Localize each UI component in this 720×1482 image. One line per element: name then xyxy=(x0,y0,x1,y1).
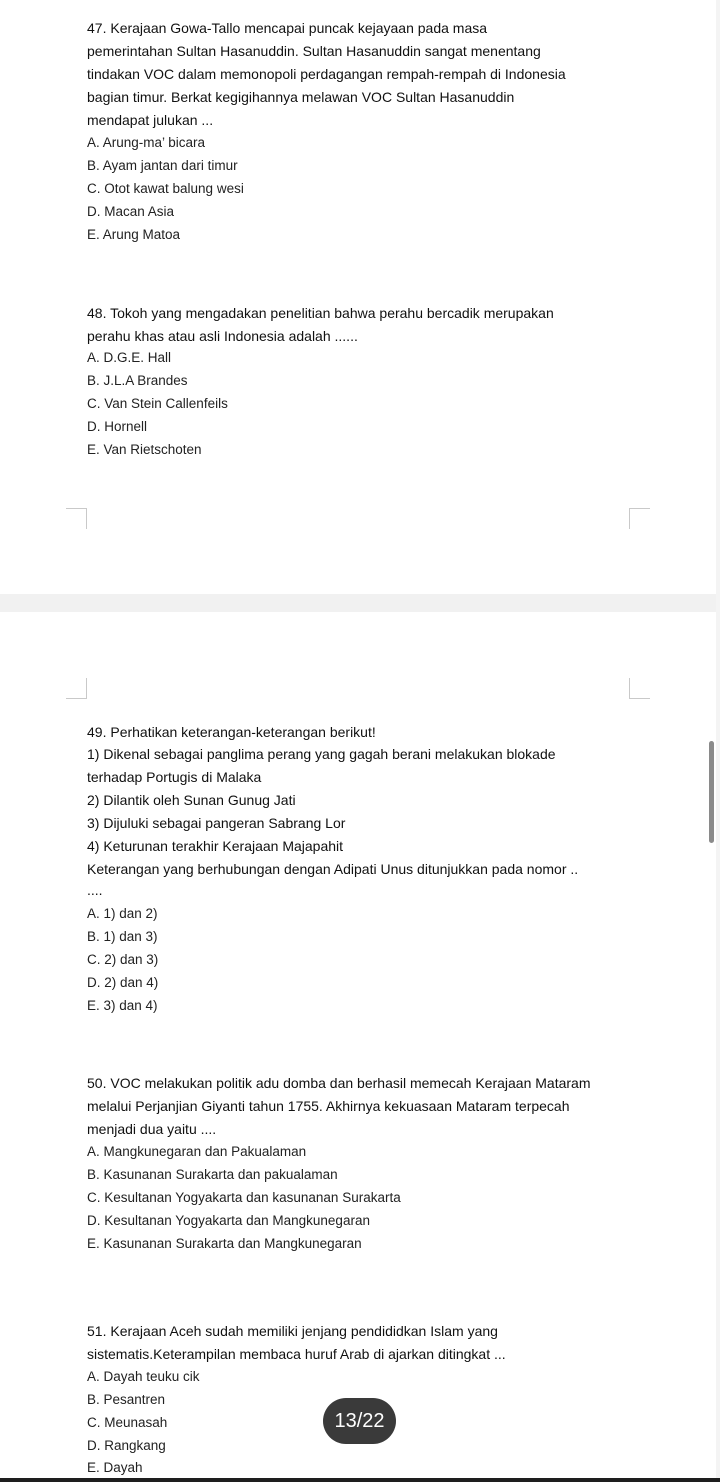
question-stem-line: 48. Tokoh yang mengadakan penelitian bahwa perahu bercadik merupakan xyxy=(87,305,554,321)
answer-option: E. Van Rietschoten xyxy=(87,442,202,457)
question-stem-line: 1) Dikenal sebagai panglima perang yang gagah berani melakukan blokade xyxy=(87,746,556,762)
question-stem-line: bagian timur. Berkat kegigihannya melawan VOC Sultan Hasanuddin xyxy=(87,89,515,105)
scrollbar-thumb[interactable] xyxy=(709,741,714,843)
question-stem-line: 49. Perhatikan keterangan-keterangan berikut! xyxy=(87,724,376,740)
answer-option: C. Meunasah xyxy=(87,1415,168,1430)
page-indicator: 13/22 xyxy=(323,1398,396,1444)
answer-option: A. 1) dan 2) xyxy=(87,906,158,921)
answer-option: C. Kesultanan Yogyakarta dan kasunanan Surakarta xyxy=(87,1190,401,1205)
question-stem-line: 47. Kerajaan Gowa-Tallo mencapai puncak kejayaan pada masa xyxy=(87,20,488,36)
question-stem-line: perahu khas atau asli Indonesia adalah ...... xyxy=(87,328,358,344)
answer-option: B. 1) dan 3) xyxy=(87,929,158,944)
answer-option: C. Otot kawat balung wesi xyxy=(87,181,244,196)
crop-mark xyxy=(66,678,87,699)
question-stem-line: pemerintahan Sultan Hasanuddin. Sultan Hasanuddin sangat menentang xyxy=(87,43,541,59)
question-stem-line: Keterangan yang berhubungan dengan Adipati Unus ditunjukkan pada nomor .. xyxy=(87,861,579,877)
answer-option: A. Dayah teuku cik xyxy=(87,1369,200,1384)
answer-option: E. Dayah xyxy=(87,1460,143,1475)
question-stem-line: 3) Dijuluki sebagai pangeran Sabrang Lor xyxy=(87,815,346,831)
question-stem-line: tindakan VOC dalam memonopoli perdagangan rempah-rempah di Indonesia xyxy=(87,66,566,82)
answer-option: D. Hornell xyxy=(87,419,148,434)
answer-option: D. Macan Asia xyxy=(87,204,175,219)
answer-option: D. Rangkang xyxy=(87,1438,166,1453)
question-stem-line: .... xyxy=(87,882,103,898)
answer-option: B. J.L.A Brandes xyxy=(87,373,188,388)
answer-option: E. 3) dan 4) xyxy=(87,998,158,1013)
question-stem-line: 51. Kerajaan Aceh sudah memiliki jenjang pendididkan Islam yang xyxy=(87,1323,498,1339)
page-gap xyxy=(0,594,716,612)
bottom-edge xyxy=(0,1478,720,1482)
answer-option: A. Mangkunegaran dan Pakualaman xyxy=(87,1144,307,1159)
crop-mark xyxy=(629,678,650,699)
answer-option: D. Kesultanan Yogyakarta dan Mangkunegaran xyxy=(87,1213,370,1228)
question-stem-line: sistematis.Keterampilan membaca huruf Arab di ajarkan ditingkat ... xyxy=(87,1346,506,1362)
question-stem-line: 50. VOC melakukan politik adu domba dan berhasil memecah Kerajaan Mataram xyxy=(87,1075,591,1091)
question-stem-line: mendapat julukan ... xyxy=(87,112,214,128)
answer-option: E. Kasunanan Surakarta dan Mangkunegaran xyxy=(87,1236,362,1251)
crop-mark xyxy=(629,508,650,529)
answer-option: B. Ayam jantan dari timur xyxy=(87,158,238,173)
question-stem-line: terhadap Portugis di Malaka xyxy=(87,769,262,785)
question-stem-line: 4) Keturunan terakhir Kerajaan Majapahit xyxy=(87,838,344,854)
answer-option: C. 2) dan 3) xyxy=(87,952,159,967)
question-stem-line: 2) Dilantik oleh Sunan Gunug Jati xyxy=(87,792,296,808)
answer-option: B. Pesantren xyxy=(87,1392,166,1407)
answer-option: D. 2) dan 4) xyxy=(87,975,159,990)
answer-option: E. Arung Matoa xyxy=(87,227,181,242)
crop-mark xyxy=(66,508,87,529)
answer-option: A. Arung-ma’ bicara xyxy=(87,135,206,150)
question-stem-line: menjadi dua yaitu .... xyxy=(87,1121,217,1137)
scroll-track xyxy=(716,0,720,1482)
question-stem-line: melalui Perjanjian Giyanti tahun 1755. Akhirnya kekuasaan Mataram terpecah xyxy=(87,1098,570,1114)
answer-option: A. D.G.E. Hall xyxy=(87,350,172,365)
answer-option: C. Van Stein Callenfeils xyxy=(87,396,228,411)
answer-option: B. Kasunanan Surakarta dan pakualaman xyxy=(87,1167,338,1182)
